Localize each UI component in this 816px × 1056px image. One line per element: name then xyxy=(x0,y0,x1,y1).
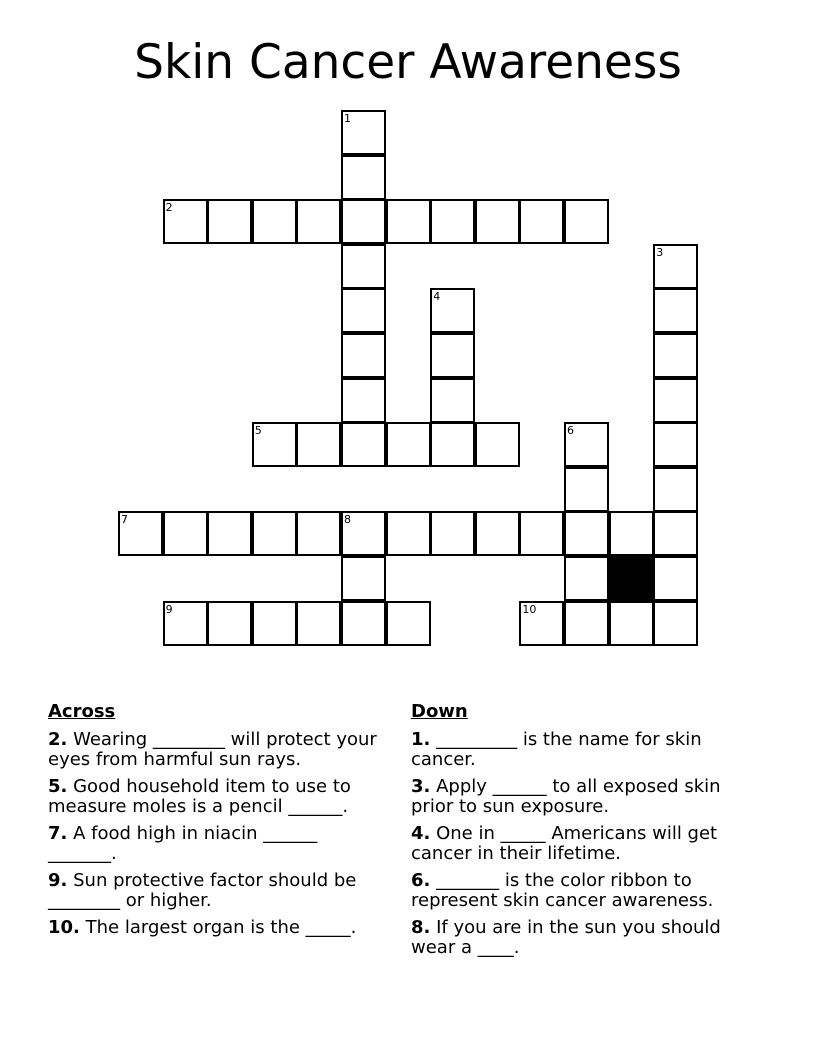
grid-cell[interactable] xyxy=(163,601,208,646)
grid-cell[interactable] xyxy=(653,288,698,333)
grid-cell[interactable] xyxy=(341,155,386,200)
grid-cell[interactable] xyxy=(341,199,386,244)
down-clue xyxy=(411,777,756,817)
grid-cell[interactable] xyxy=(564,467,609,512)
across-clue xyxy=(48,777,388,817)
grid-cell[interactable] xyxy=(118,511,163,556)
grid-cell[interactable] xyxy=(296,422,341,467)
grid-cell[interactable] xyxy=(341,422,386,467)
grid-cell[interactable] xyxy=(296,601,341,646)
grid-cell[interactable] xyxy=(653,333,698,378)
grid-cell[interactable] xyxy=(386,199,431,244)
clue-number-label: 2 xyxy=(165,201,173,215)
grid-cell[interactable] xyxy=(341,601,386,646)
grid-cell[interactable] xyxy=(207,601,252,646)
grid-cell[interactable] xyxy=(341,556,386,601)
grid-cell[interactable] xyxy=(564,511,609,556)
grid-cell[interactable] xyxy=(386,422,431,467)
grid-cell[interactable] xyxy=(653,422,698,467)
across-clue xyxy=(48,824,388,864)
clue-number-label: 9 xyxy=(165,602,173,616)
across-clue xyxy=(48,730,388,770)
clue-number: 2. xyxy=(48,729,68,750)
grid-cell[interactable] xyxy=(475,422,520,467)
grid-cell[interactable] xyxy=(519,199,564,244)
grid-cell[interactable] xyxy=(430,199,475,244)
grid-block xyxy=(609,556,654,601)
clue-text: Sun protective factor should be ________ or higher. xyxy=(48,870,357,911)
grid-cell[interactable] xyxy=(430,288,475,333)
grid-cell[interactable] xyxy=(252,199,297,244)
down-clue xyxy=(411,918,756,958)
grid-cell[interactable] xyxy=(430,378,475,423)
grid-cell[interactable] xyxy=(609,511,654,556)
grid-cell[interactable] xyxy=(609,601,654,646)
grid-cell[interactable] xyxy=(386,511,431,556)
clue-number: 1. xyxy=(411,729,431,750)
clue-number: 5. xyxy=(48,776,68,797)
across-heading: Across xyxy=(48,701,116,722)
grid-cell[interactable] xyxy=(475,511,520,556)
grid-cell[interactable] xyxy=(653,244,698,289)
across-clue xyxy=(48,871,388,911)
clue-number: 10. xyxy=(48,917,80,938)
across-clues xyxy=(48,700,388,945)
clue-number: 9. xyxy=(48,870,68,891)
grid-cell[interactable] xyxy=(430,422,475,467)
grid-cell[interactable] xyxy=(163,511,208,556)
clue-text: Good household item to use to measure moles is a pencil ______. xyxy=(48,776,351,817)
grid-cell[interactable] xyxy=(341,378,386,423)
clue-number-label: 5 xyxy=(254,424,262,438)
grid-cell[interactable] xyxy=(341,110,386,155)
clue-number: 6. xyxy=(411,870,431,891)
clue-text: Wearing ________ will protect your eyes from harmful sun rays. xyxy=(48,729,377,770)
clue-number-label: 7 xyxy=(121,513,128,527)
grid-cell[interactable] xyxy=(207,199,252,244)
clue-number-label: 6 xyxy=(567,424,574,438)
down-clue xyxy=(411,730,756,770)
clue-number: 7. xyxy=(48,823,68,844)
grid-cell[interactable] xyxy=(341,511,386,556)
grid-cell[interactable] xyxy=(653,511,698,556)
clue-number-label: 4 xyxy=(433,290,441,304)
across-clue xyxy=(48,918,388,938)
grid-cell[interactable] xyxy=(475,199,520,244)
clue-text: The largest organ is the _____. xyxy=(85,917,357,938)
grid-cell[interactable] xyxy=(519,601,564,646)
grid-cell[interactable] xyxy=(564,199,609,244)
grid-cell[interactable] xyxy=(163,199,208,244)
grid-cell[interactable] xyxy=(653,467,698,512)
clue-text: One in _____ Americans will get cancer in their lifetime. xyxy=(411,823,718,864)
grid-cell[interactable] xyxy=(341,244,386,289)
grid-cell[interactable] xyxy=(564,556,609,601)
grid-cell[interactable] xyxy=(296,199,341,244)
clue-text: Apply ______ to all exposed skin prior to sun exposure. xyxy=(411,776,721,817)
grid-cell[interactable] xyxy=(252,422,297,467)
grid-cell[interactable] xyxy=(653,601,698,646)
down-clue xyxy=(411,871,756,911)
grid-cell[interactable] xyxy=(296,511,341,556)
clue-number-label: 3 xyxy=(656,245,664,259)
grid-cell[interactable] xyxy=(207,511,252,556)
clue-number: 4. xyxy=(411,823,431,844)
grid-cell[interactable] xyxy=(430,511,475,556)
grid-cell[interactable] xyxy=(653,556,698,601)
clue-number-label: 1 xyxy=(344,112,351,125)
grid-cell[interactable] xyxy=(341,333,386,378)
down-clue xyxy=(411,824,756,864)
clue-number: 8. xyxy=(411,917,431,938)
down-heading: Down xyxy=(411,701,468,722)
grid-cell[interactable] xyxy=(564,601,609,646)
puzzle-title: Skin Cancer Awareness xyxy=(134,35,682,90)
clue-number-label: 8 xyxy=(344,513,351,527)
down-clues xyxy=(411,700,756,965)
clue-number-label: 10 xyxy=(522,602,537,616)
grid-cell[interactable] xyxy=(564,422,609,467)
grid-cell[interactable] xyxy=(519,511,564,556)
clue-text: _______ is the color ribbon to represent skin cancer awareness. xyxy=(411,870,714,911)
grid-cell[interactable] xyxy=(252,511,297,556)
clue-text: _________ is the name for skin cancer. xyxy=(411,729,702,770)
grid-cell[interactable] xyxy=(430,333,475,378)
grid-cell[interactable] xyxy=(252,601,297,646)
grid-cell[interactable] xyxy=(653,378,698,423)
clue-text: A food high in niacin ______ _______. xyxy=(48,823,318,864)
clue-text: If you are in the sun you should wear a ____. xyxy=(411,917,721,958)
clue-number: 3. xyxy=(411,776,431,797)
grid-cell[interactable] xyxy=(341,288,386,333)
grid-cell[interactable] xyxy=(386,601,431,646)
